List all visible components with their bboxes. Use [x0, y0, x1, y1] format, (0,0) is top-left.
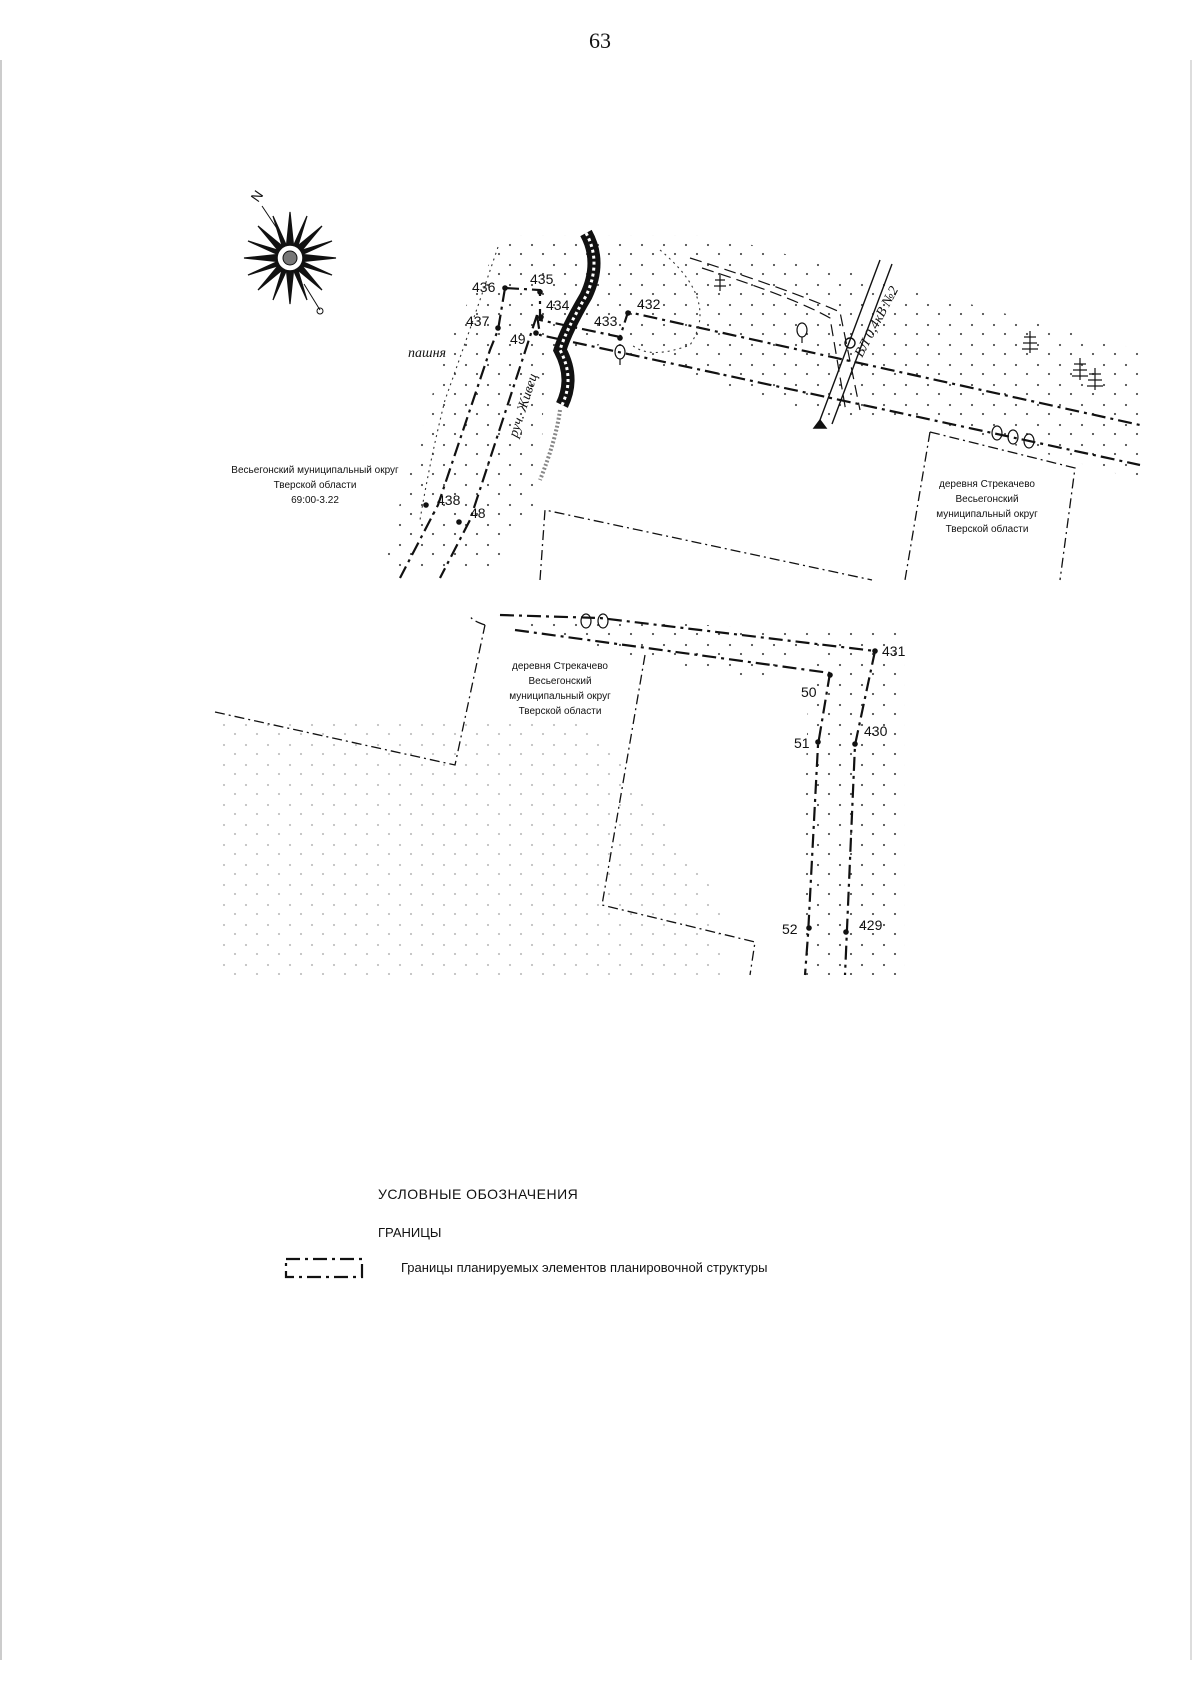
point-label-438: 438 [437, 492, 461, 508]
stream-label: руч. Живец [506, 371, 542, 440]
svg-text:деревня Стрекачево: деревня Стрекачево [512, 661, 608, 672]
point-label-434: 434 [546, 297, 570, 313]
point-label-429: 429 [859, 917, 883, 933]
left-edge-mark [0, 60, 2, 1660]
stream-tail [540, 410, 560, 480]
point-label-432: 432 [637, 296, 661, 312]
point-label-435: 435 [530, 271, 554, 287]
legend-item [283, 1256, 903, 1280]
vegetation-dots [220, 235, 1140, 975]
svg-text:Тверской области: Тверской области [273, 480, 357, 491]
compass-rose-icon [244, 206, 336, 314]
legend-item-label: Границы планируемых элементов планировочной структуры [401, 1260, 768, 1275]
dash-dot-boundary-icon [283, 1256, 367, 1280]
arable-land-label: пашня [408, 346, 447, 361]
village-label-bottom [509, 661, 611, 717]
point-label-52: 52 [782, 921, 798, 937]
point-label-431: 431 [882, 643, 906, 659]
compass-north-letter: N [247, 187, 267, 205]
svg-text:Весьегонский муниципальный окр: Весьегонский муниципальный округ [231, 465, 399, 476]
page-number: 63 [589, 28, 611, 53]
svg-text:Тверской области: Тверской области [518, 706, 602, 717]
svg-text:69:00-3.22: 69:00-3.22 [291, 495, 339, 506]
point-label-50: 50 [801, 684, 817, 700]
svg-text:Весьегонский: Весьегонский [528, 676, 592, 687]
point-label-433: 433 [594, 313, 618, 329]
point-label-51: 51 [794, 735, 810, 751]
village-label-top [936, 479, 1038, 535]
svg-text:Тверской области: Тверской области [945, 524, 1029, 535]
district-label [231, 465, 399, 506]
point-label-436: 436 [472, 279, 496, 295]
svg-text:муниципальный округ: муниципальный округ [936, 509, 1038, 520]
point-label-437: 437 [466, 313, 490, 329]
legend-section-title: ГРАНИЦЫ [378, 1225, 442, 1240]
svg-text:деревня Стрекачево: деревня Стрекачево [939, 479, 1035, 490]
power-line-label: ВЛ 0,4кВ №2 [852, 284, 903, 360]
right-edge-mark [1190, 60, 1192, 1660]
legend-title: УСЛОВНЫЕ ОБОЗНАЧЕНИЯ [378, 1186, 579, 1202]
point-label-48: 48 [470, 505, 486, 521]
svg-text:Весьегонский: Весьегонский [955, 494, 1019, 505]
svg-text:муниципальный округ: муниципальный округ [509, 691, 611, 702]
point-label-49: 49 [510, 331, 526, 347]
point-label-430: 430 [864, 723, 888, 739]
